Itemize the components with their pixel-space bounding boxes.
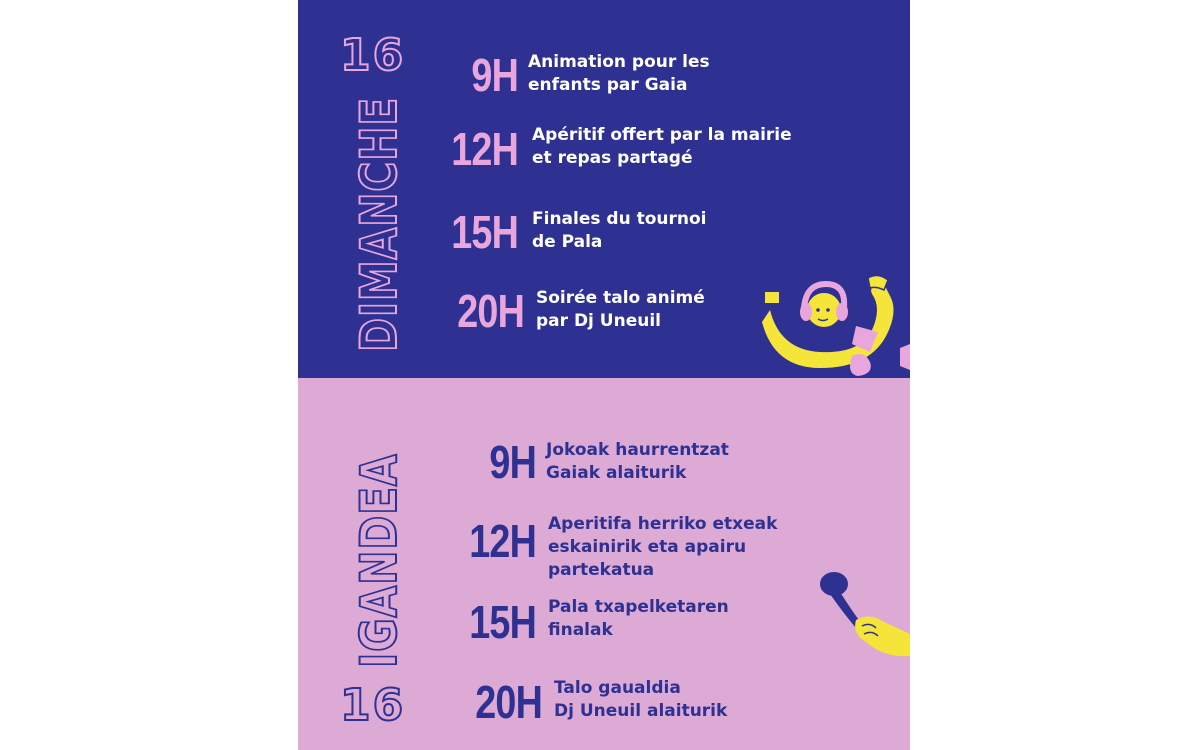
event-time: 12H xyxy=(469,515,536,567)
event-description: Jokoak haurrentzat Gaiak alaiturik xyxy=(546,440,729,483)
event-fr-3 xyxy=(426,206,707,258)
event-eu-1 xyxy=(444,436,729,488)
dj-character-illustration xyxy=(760,270,910,378)
event-time: 15H xyxy=(469,596,536,648)
event-fr-2 xyxy=(426,123,792,175)
event-fr-1 xyxy=(426,49,710,101)
event-time: 12H xyxy=(451,123,518,175)
event-time: 15H xyxy=(451,206,518,258)
event-description: Talo gaualdia Dj Uneuil alaiturik xyxy=(554,678,728,721)
event-description: Aperitifa herriko etxeak eskainirik eta apairu partekatua xyxy=(548,514,778,580)
event-description: Animation pour les enfants par Gaia xyxy=(528,52,710,95)
event-time: 9H xyxy=(489,436,536,488)
event-description: Apéritif offert par la mairie et repas partagé xyxy=(532,125,792,168)
event-time: 20H xyxy=(475,676,542,728)
event-eu-2 xyxy=(444,514,778,582)
french-schedule-panel xyxy=(298,0,910,378)
day-name-fr: DIMANCHE xyxy=(350,96,408,352)
pala-racket-illustration xyxy=(814,568,910,658)
event-time: 20H xyxy=(457,285,524,337)
event-fr-4 xyxy=(432,285,705,337)
event-time: 9H xyxy=(471,49,518,101)
event-poster xyxy=(298,0,910,750)
event-description: Pala txapelketaren finalak xyxy=(548,597,729,640)
event-eu-4 xyxy=(450,676,728,728)
day-number-fr: 16 xyxy=(340,30,406,81)
day-name-eu: IGANDEA xyxy=(350,453,408,668)
day-number-eu: 16 xyxy=(340,680,406,731)
basque-schedule-panel xyxy=(298,378,910,750)
event-description: Finales du tournoi de Pala xyxy=(532,209,707,252)
event-description: Soirée talo animé par Dj Uneuil xyxy=(536,288,705,331)
event-eu-3 xyxy=(444,596,729,648)
